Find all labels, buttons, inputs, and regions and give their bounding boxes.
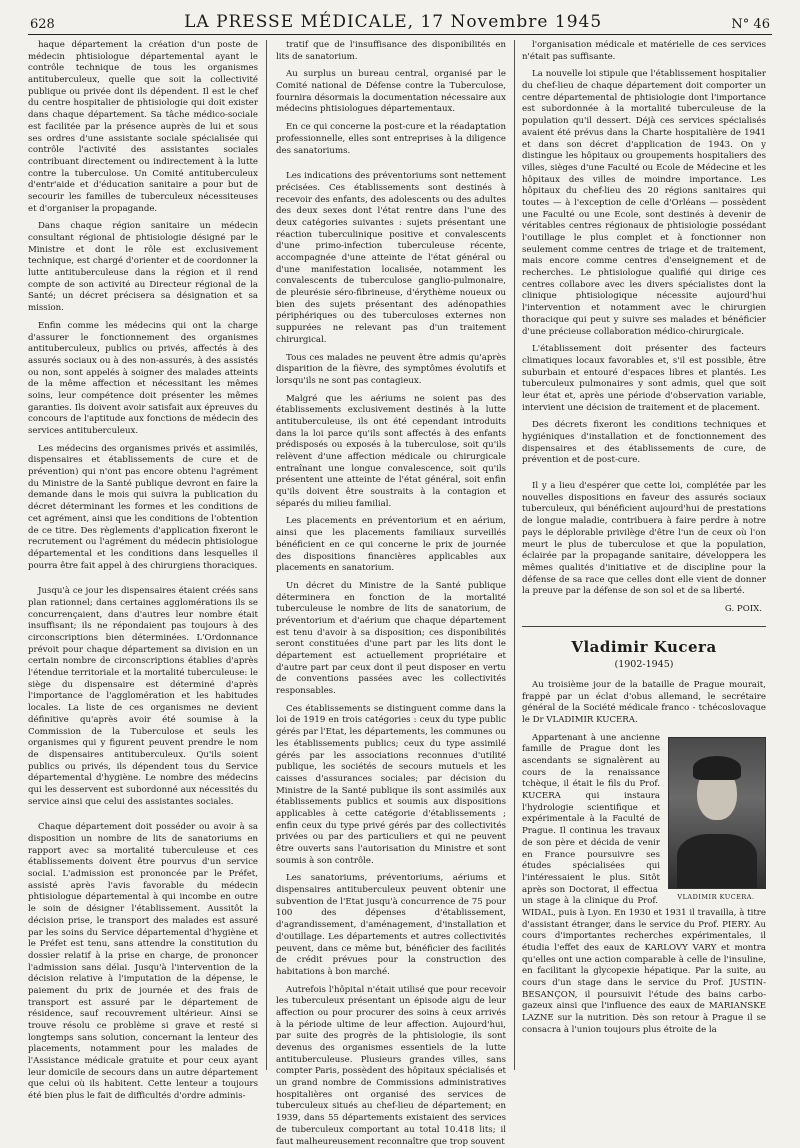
obituary-dates: (1902-1945)	[614, 659, 674, 671]
article-column-2	[276, 40, 506, 1147]
column-divider	[266, 40, 267, 1070]
paragraph: L'établissement doit présenter des facteurs climatiques locaux favorables et, s'il est possible, être suburbain et entouré d'espaces libres et plantés. Les tuberculeux pulmonaires y sont admis, quel que soit leur état et, après une période d'observation variable, intervient une décision de traitement et de placement.	[522, 344, 766, 413]
paragraph: En ce qui concerne la post-cure et la réadaptation professionnelle, elles sont entreprises à la diligence des sanatoriums.	[276, 122, 506, 156]
paragraph: Un décret du Ministre de la Santé publique déterminera en fonction de la mortalité tuberculeuse le nombre de lits de sanatorium, de préventorium et d'aérium que chaque département est tenu d'avoir à sa disposition; ces disponibilités seront constituées d'une part par les lits dont le département est actuellement propriétaire et d'autre part par ceux dont il peut disposer en vertu de conventions passées avec les collectivités responsables.	[276, 580, 506, 697]
portrait-suit	[677, 834, 757, 888]
paragraph: Jusqu'à ce jour les dispensaires étaient créés sans plan rationnel; dans certaines agglomérations ils se concurrençaient, dans d'autres leur nombre était insuffisant; ils ne répondaient pas toujours à des circonscriptions bien déterminées. L'Ordonnance prévoit pour chaque département sa division en un certain nombre de circonscriptions établies d'après l'étendue territoriale et la mortalité tuberculeuse: le siège du dispensaire est déterminé d'après l'importance de l'agglomération et les habitudes locales. La liste de ces organismes ne devient définitive qu'après avoir été soumise à la Commission de la Tuberculose et seuls les organismes qui y figurent peuvent prendre le nom de dispensaires antituberculeux. Qu'ils soient publics ou privés, ils dépendent tous du Service départemental d'hygiène. Le nombre des médecins qui les desservent est subordonné aux nécessités du service ainsi que celui des assistantes sociales.	[28, 586, 258, 807]
paragraph: Les sanatoriums, préventoriums, aériums et dispensaires antituberculeux peuvent obtenir une subvention de l'Etat jusqu'à concurrence de 75 pour 100 des dépenses d'établissement, d'agrandissement, d'aménagement, d'installation et d'outillage. Les départements et autres collectivités peuvent, dans ce même but, bénéficier des facilités de crédit prévues pour la construction des habitations à bon marché.	[276, 873, 506, 977]
page-header	[30, 2, 770, 32]
issue-date: 17 Novembre 1945	[420, 12, 603, 32]
photo-caption: VLADIMIR KUCERA.	[677, 892, 755, 901]
article-column-3	[522, 40, 766, 1070]
author-signature: G. POIX.	[724, 603, 762, 614]
journal-name: LA PRESSE MÉDICALE,	[184, 12, 415, 32]
paragraph: Les placements en préventorium et en aérium, ainsi que les placements familiaux surveillés bénéficient en ce qui concerne le prix de journée des dispositions financières applicables aux placements en sanatorium.	[276, 516, 506, 574]
paragraph: Autrefois l'hôpital n'était utilisé que pour recevoir les tuberculeux présentant un épisode aigu de leur affection ou pour procurer des soins à ceux arrivés à la période ultime de leur affection. Aujourd'hui, par suite des progrès de la phtisiologie, ils sont devenus des organismes essentiels de la lutte antituberculeuse. Plusieurs grandes villes, sans compter Paris, possèdent des hôpitaux spécialisés et un grand nombre de Commissions administratives hospitalières ont organisé des services de tuberculeux situés au chef-lieu de département; en 1939, dans 55 départements existaient des services de tuberculeux comportant au total 10.418 lits; il faut malheureusement reconnaître que trop souvent	[276, 984, 506, 1147]
paragraph: Des décrets fixeront les conditions techniques et hygiéniques d'installation et de fonctionnement des dispensaires et des établissements de cure, de prévention et de post-cure.	[522, 420, 766, 466]
paragraph: tratif que de l'insuffisance des disponibilités en lits de sanatorium.	[276, 40, 506, 62]
paragraph: Appartenant à une ancienne famille de Prague dont les ascendants se signalèrent au cours de la renaissance tchèque, il était le fils du Prof. KUCERA qui instaura l'hydrologie scientifique et expérimentale à la Faculté de Prague. Il continua les travaux de son père et décida de venir en France poursuivre ses études spécialisées qui l'intéressaient le plus. Sitôt après son Doctorat, il effectua un stage à la clinique du Prof. WIDAL, puis à Lyon. En 1930 et 1931 il travailla, à titre d'assistant étranger, dans le service du Prof. PIERY. Au cours d'importantes recherches expérimentales, il étudia l'effet des eaux de KARLOVY VARY et montra qu'elles ont une action comparable à celle de l'insuline, en facilitant la glycopexie hépatique. Par la suite, au cours d'un stage dans le service du Prof. JUSTIN-BESANÇON, il poursuivit l'étude des bains carbo-gazeux ainsi que l'influence des eaux de MARIANSKE LAZNE sur la nutrition. Dès son retour à Prague il se consacra à l'union toujours plus étroite de la	[522, 732, 766, 1035]
journal-title	[184, 12, 602, 32]
portrait-hair	[693, 756, 741, 780]
paragraph: l'organisation médicale et matérielle de ces services n'était pas suffisante.	[522, 40, 766, 62]
paragraph: Au troisième jour de la bataille de Prague mourait, frappé par un éclat d'obus allemand, le secrétaire général de la Société médicale franco - tchécoslovaque le Dr VLADIMIR KUCERA.	[522, 679, 766, 725]
paragraph: Chaque département doit posséder ou avoir à sa disposition un nombre de lits de sanatoriums en rapport avec sa mortalité tuberculeuse et ces établissements doivent être pourvus d'un service social. L'admission est prononcée par le Préfet, assisté après l'avis favorable du médecin phtisiologue départemental à qui incombe en outre le soin de désigner l'établissement. Aussitôt la décision prise, le transport des malades est assuré par les soins du Service départemental d'hygiène et le Préfet est tenu, sans attendre la constitution du dossier relatif à la prise en charge, de prononcer l'admission sans délai. Jusqu'à l'intervention de la décision relative à l'imputation de la dépense, le paiement du prix de journée et des frais de transport est assuré par le département de résidence, sauf recouvrement ultérieur. Ainsi se trouve résolu ce problème si grave et resté si longtemps sans solution, concernant la lenteur des placements, notamment pour les malades de l'Assistance médicale gratuite et pour ceux ayant leur domicile de secours dans un autre département que celui où ils habitent. Cette lenteur a toujours été bien plus le fait de difficultés d'ordre adminis-	[28, 822, 258, 1102]
paragraph: Les médecins des organismes privés et assimilés, dispensaires et établissements de cure et de prévention) qui n'ont pas encore obtenu l'agrément du Ministre de la Santé publique devront en faire la demande dans le mois qui suivra la publication du décret déterminant les formes et les conditions de cet agrément, ainsi que les conditions de l'obtention de ce titre. Des règlements d'application fixeront le recrutement ou l'agrément du médecin phtisiologue départemental et les conditions dans lesquelles il pourra être fait appel à des chirurgiens thoraciques.	[28, 443, 258, 571]
paragraph: Les indications des préventoriums sont nettement précisées. Ces établissements sont destinés à recevoir des enfants, des adolescents ou des adultes des deux sexes dont l'état rentre dans l'une des deux catégories suivantes : sujets présentant une réaction tuberculinique positive et convalescents d'une primo-infection tuberculeuse récente, accompagnée d'une atteinte de l'état général ou d'une manifestation localisée, notamment les convalescents de tuberculose ganglio-pulmonaire, de pleurésie séro-fibrineuse, d'érythème noueux ou bien des sujets présentant des adénopathies périphériques ou des tuberculoses externes non suppurées ne relevant pas d'un traitement chirurgical.	[276, 171, 506, 345]
obituary-title: Vladimir Kucera	[571, 637, 717, 656]
paragraph: haque département la création d'un poste de médecin phtisiologue départemental ayant le contrôle technique de tous les organismes antituberculeux, quelle que soit la collectivité publique ou privée dont ils dépendent. Il est le chef du centre hospitalier de phtisiologie qui doit exister dans chaque département. Sa tâche médico-sociale est facilitée par la présence auprès de lui et sous ses ordres d'une assistante sociale spécialisée qui contrôle l'activité des assistantes sociales contribuant directement ou indirectement à la lutte contre la tuberculose. Un Comité antituberculeux d'entr'aide et d'éducation sanitaire a pour but de secourir les familles de tuberculeux nécessiteuses et d'organiser la propagande.	[28, 40, 258, 214]
paragraph: Malgré que les aériums ne soient pas des établissements exclusivement destinés à la lutte antituberculeuse, ils ont été cependant introduits dans la loi parce qu'ils sont affectés à des enfants prédisposés ou exposés à la tuberculose, soit qu'ils relèvent d'une affection médicale ou chirurgicale entraînant une longue convalescence, soit qu'ils présentent une atteinte de l'état général, soit enfin qu'ils doivent être soustraits à la contagion et séparés du milieu familial.	[276, 393, 506, 509]
column-divider	[514, 40, 515, 1070]
paragraph: Au surplus un bureau central, organisé par le Comité national de Défense contre la Tuberculose, fournira désormais la documentation nécessaire aux médecins phtisiologues départementaux.	[276, 69, 506, 115]
portrait-photo	[668, 737, 766, 889]
paragraph: Il y a lieu d'espérer que cette loi, complétée par les nouvelles dispositions en faveur des assurés sociaux tuberculeux, qui bénéficient aujourd'hui de prestations de longue maladie, contribuera à faire perdre à notre pays le déplorable privilège d'être l'un de ceux où l'on meurt le plus de tuberculose et que la population, éclairée par la propagande sanitaire, développera les mêmes qualités d'initiative et de discipline pour la défense de sa race que celles dont elle vient de donner la preuve par la défense de son sol et de sa liberté.	[522, 481, 766, 597]
issue-number: N° 46	[731, 17, 770, 32]
header-rule	[28, 34, 772, 35]
paragraph: Enfin comme les médecins qui ont la charge d'assurer le fonctionnement des organismes antituberculeux, publics ou privés, affectés à des assurés sociaux ou à des non-assurés, à des assistés ou non, sont appelés à soigner des malades atteints de la même affection et nécessitant les mêmes soins, leur compétence doit présenter les mêmes garanties. Ils doivent avoir satisfait aux épreuves du concours de l'aptitude aux fonctions de médecin des services antituberculeux.	[28, 320, 258, 436]
section-divider	[522, 626, 766, 627]
page-number: 628	[30, 17, 55, 32]
obituary-section	[522, 637, 766, 1037]
paragraph: Dans chaque région sanitaire un médecin consultant régional de phtisiologie désigné par le Ministre et dont le rôle est exclusivement technique, est chargé d'orienter et de coordonner la lutte antituberculeuse dans la région et il rend compte de son activité au Directeur régional de la Santé; un décret précisera sa désignation et sa mission.	[28, 221, 258, 314]
paragraph: Tous ces malades ne peuvent être admis qu'après disparition de la fièvre, des symptômes évolutifs et lorsqu'ils ne sont pas contagieux.	[276, 352, 506, 386]
paragraph: La nouvelle loi stipule que l'établissement hospitalier du chef-lieu de chaque département doit comporter un centre départemental de phtisiologie dont l'importance est subordonnée à la mortalité tuberculeuse de la population qu'il dessert. Déjà ces services spécialisés avaient été prévus dans la Charte hospitalière de 1941 et dans son décret d'application de 1943. On y distingue les hôpitaux ou groupements hospitaliers des villes, sièges d'une Faculté ou Ecole de Médecine et les hôpitaux des villes de moindre importance. Les hôpitaux du chef-lieu des 20 régions sanitaires qui toutes — à l'exception de celle d'Orléans — possèdent une Faculté ou une Ecole, sont destinés à devenir de véritables centres régionaux de phtisiologie possédant l'outillage le plus complet et à fonctionner non seulement comme centres de triage et de traitement, mais encore comme centres d'enseignement et de recherches. Le phtisiologue qualifié qui dirige ces centres collabore avec les divers spécialistes dont la clinique phtisiologique nécessite aujourd'hui l'intervention et notamment avec le chirurgien thoracique qui peut y suivre ses malades et bénéficier d'une précieuse collaboration médico-chirurgicale.	[522, 69, 766, 337]
article-column-1	[28, 40, 258, 1102]
paragraph: Ces établissements se distinguent comme dans la loi de 1919 en trois catégories : ceux du type public gérés par l'Etat, les départements, les communes ou les établissements publics; ceux du type assimilé gérés par les associations reconnues d'utilité publique, les sociétés de secours mutuels et les caisses d'assurances sociales; par décision du Ministre de la Santé publique ils sont assimilés aux établissements publics et soumis aux dispositions applicables à cette catégorie d'établissements ; enfin ceux du type privé gérés par des collectivités privées ou par des particuliers et qui ne peuvent être ouverts sans l'autorisation du Ministre et sont soumis à son contrôle.	[276, 703, 506, 866]
